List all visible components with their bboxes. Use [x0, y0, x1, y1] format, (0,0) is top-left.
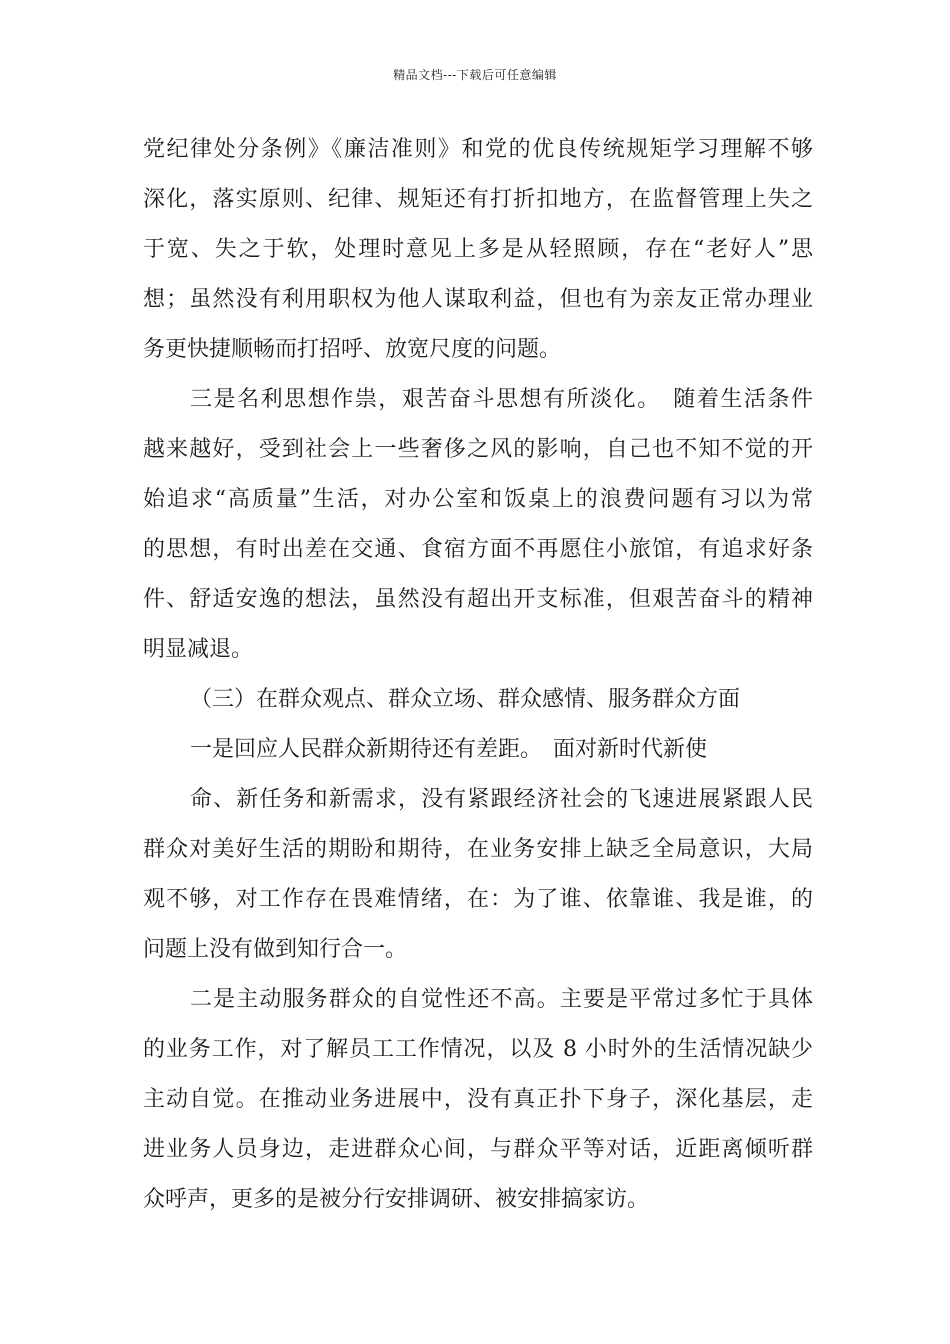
- text-line: 始追求“高质量”生活，对办公室和饭桌上的浪费问题有习以为常: [143, 487, 813, 512]
- text-line: 的业务工作，对了解员工工作情况，以及 8 小时外的生活情况缺少: [143, 1037, 813, 1062]
- text-line: 观不够，对工作存在畏难情绪，在：为了谁、依靠谁、我是谁，的: [143, 887, 813, 912]
- text-line: 深化，落实原则、纪律、规矩还有打折扣地方，在监督管理上失之: [143, 187, 813, 212]
- text-line: 务更快捷顺畅而打招呼、放宽尺度的问题。: [143, 337, 562, 362]
- text-line: 问题上没有做到知行合一。: [143, 937, 408, 962]
- text-line: 于宽、失之于软，处理时意见上多是从轻照顾，存在“老好人”思: [143, 237, 813, 262]
- text-line: 越来越好，受到社会上一些奢侈之风的影响，自己也不知不觉的开: [143, 437, 813, 462]
- text-line: 的思想，有时出差在交通、食宿方面不再愿住小旅馆，有追求好条: [143, 537, 813, 562]
- text-line: 进业务人员身边，走进群众心间，与群众平等对话，近距离倾听群: [143, 1137, 813, 1162]
- text-line: 想；虽然没有利用职权为他人谋取利益，但也有为亲友正常办理业: [143, 287, 813, 312]
- page-header: 精品文档---下载后可任意编辑: [393, 68, 557, 82]
- text-line: 主动自觉。在推动业务进展中，没有真正扑下身子，深化基层，走: [143, 1087, 813, 1112]
- paragraph-start-line: 命、新任务和新需求，没有紧跟经济社会的飞速进展紧跟人民: [190, 787, 813, 812]
- paragraph-start-line: 三是名利思想作祟，艰苦奋斗思想有所淡化。 随着生活条件: [190, 387, 813, 412]
- section-heading: （三）在群众观点、群众立场、群众感情、服务群众方面: [190, 687, 741, 712]
- text-line: 件、舒适安逸的想法，虽然没有超出开支标准，但艰苦奋斗的精神: [143, 587, 813, 612]
- text-line: 明显减退。: [143, 637, 254, 662]
- paragraph-start-line: 二是主动服务群众的自觉性还不高。主要是平常过多忙于具体: [190, 987, 813, 1012]
- paragraph-start-line: 一是回应人民群众新期待还有差距。 面对新时代新使: [190, 737, 708, 762]
- text-line: 党纪律处分条例》《廉洁准则》和党的优良传统规矩学习理解不够: [143, 137, 813, 162]
- text-line: 众呼声，更多的是被分行安排调研、被安排搞家访。: [143, 1187, 650, 1212]
- text-line: 群众对美好生活的期盼和期待，在业务安排上缺乏全局意识，大局: [143, 837, 813, 862]
